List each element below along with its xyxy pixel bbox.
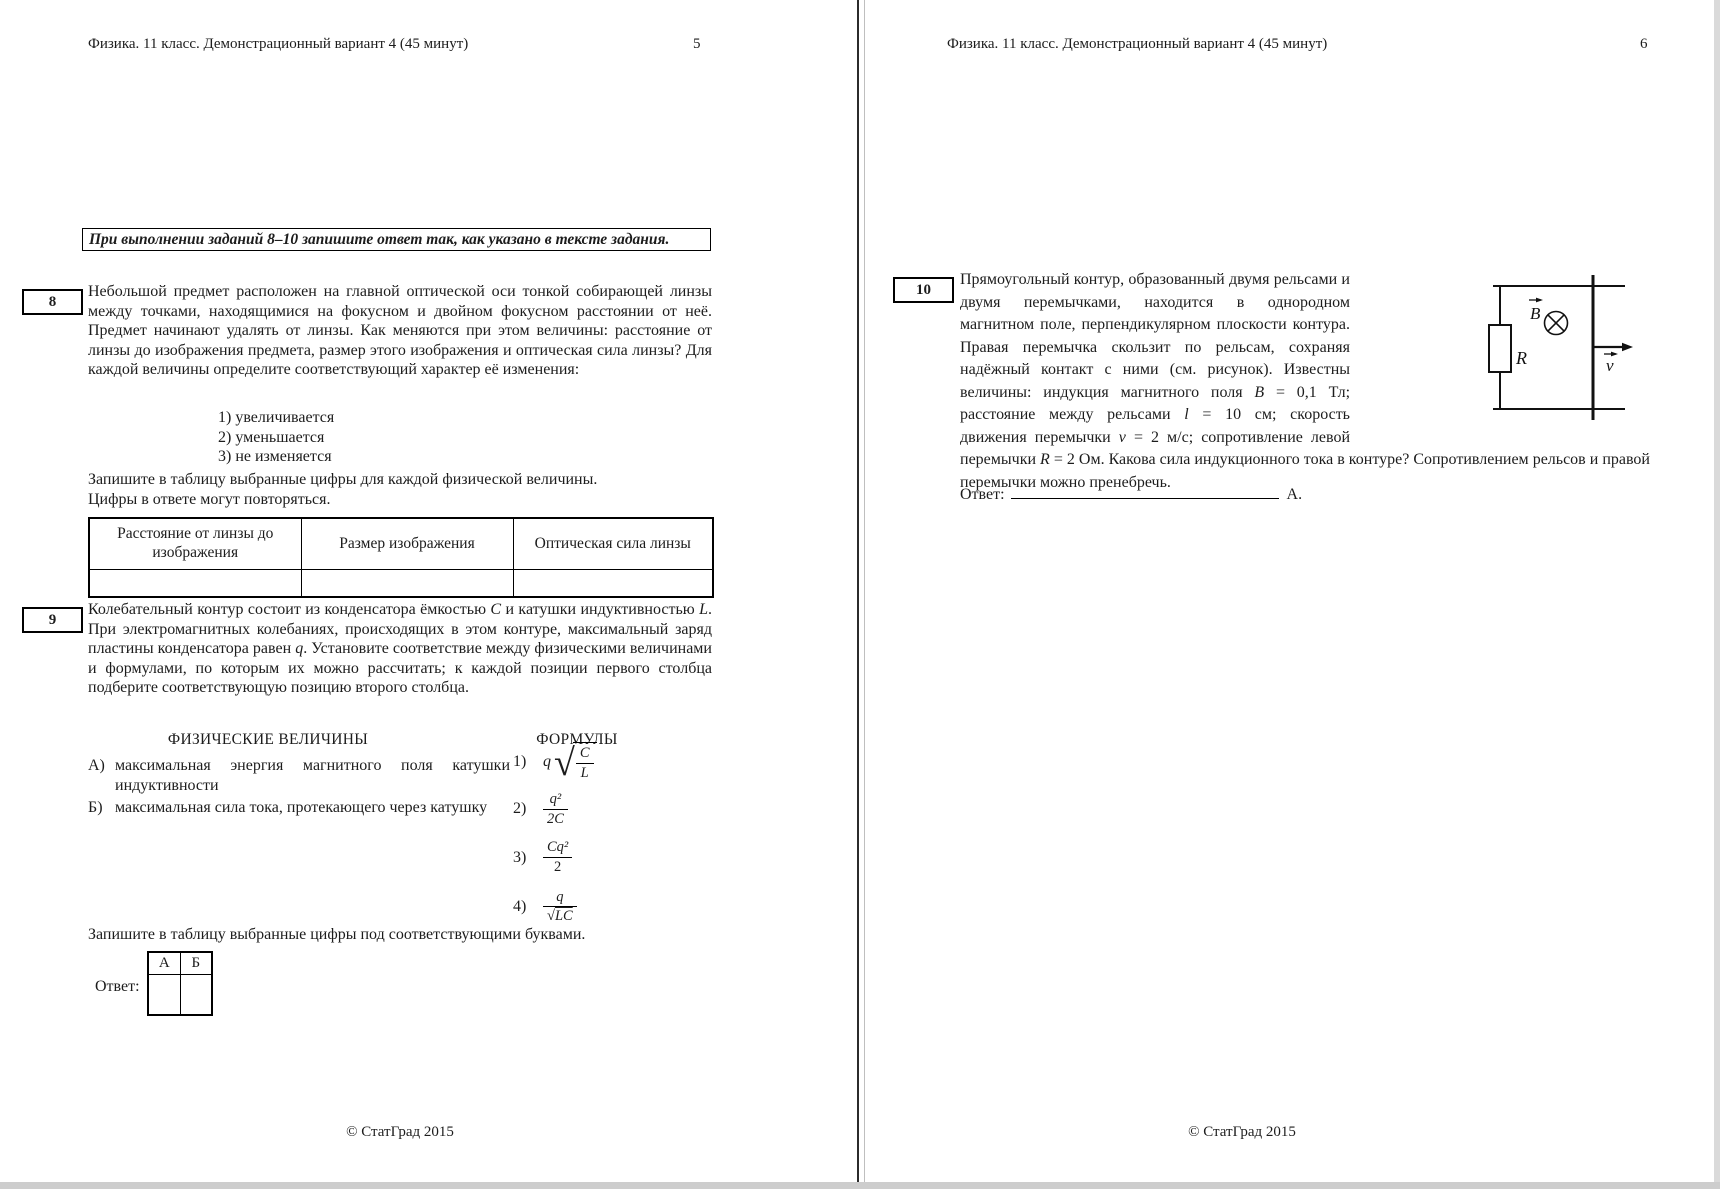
variable-induction: B [1254,383,1265,401]
radical [554,742,597,782]
math-value: = 2 [1049,451,1075,468]
fraction-denominator [543,907,577,925]
task8-table-header: Размер изображения [301,518,513,570]
task8-options [218,408,334,467]
task10-number: 10 [916,282,931,298]
task8-answer-cell [513,570,713,597]
circuit-figure [1475,269,1650,427]
task9-answer-label: Ответ: [95,978,140,995]
task8-option: 3) не изменяется [218,448,332,465]
task9-answer-table [147,951,213,1016]
task10-number-box [893,277,954,303]
formula-2 [513,791,597,827]
page-footer: © СтатГрад 2015 [346,1124,454,1140]
fraction-numerator: q [543,889,577,908]
task8-answer-table [88,517,714,598]
page-divider-line [857,0,859,1182]
quantity-item-a [88,756,510,795]
math-value: = 0,1 [1264,383,1317,401]
task8-number-box [22,289,83,315]
item-text: максимальная энергия магнитного поля катушки индуктивности [115,757,510,794]
task9-answer-cell [180,974,212,1015]
formula-3 [513,839,597,875]
task9-text [88,600,712,698]
task9-answer-col-header: Б [180,952,212,974]
math-value: = 2 [1125,428,1160,446]
task10-text [960,269,1650,494]
task10-text-segment: Тл; расстояние между рельсами [960,383,1351,423]
task10-figure-container [1350,269,1650,429]
task10-answer-unit: А. [1286,486,1303,503]
task8-text: Небольшой предмет расположен на главной оптической оси тонкой собирающей линзы между точками, находящимися на фокусном и двойном фокусном расстоянии от неё. Предмет начинают удалять от линзы. Как меняются при этом величины: расстояние от линзы до изображения предмета, размер этого изображения и оптическая сила линзы? Для каждой величины определите соответствующий характер её изменения: [88,283,712,378]
fraction [543,791,568,827]
variable-length: l [1184,406,1189,423]
section-instruction-text: При выполнении заданий 8–10 запишите ответ так, как указано в тексте задания. [89,231,670,248]
task9-answer-header-row [148,952,212,974]
fraction-denominator: L [580,764,589,781]
column-header-formulas: ФОРМУЛЫ [536,731,618,748]
task9-answer-row [148,974,212,1015]
task8-note-line2: Цифры в ответе могут повторяться. [88,490,331,508]
page-number: 6 [1640,36,1648,52]
resistor [1489,325,1511,372]
variable-capacitance: C [490,601,502,618]
task9-text-segment: и катушки индуктивностью [501,601,700,618]
field-label: B [1530,304,1541,323]
task9-text-segment: Колебательный контур состоит из конденсатора ёмкостью [88,601,491,618]
task9-text-segment: . Установите соответствие между физическими величинами и формулами, по которым их можно рассчитать; к каждой позиции первого столбца подберите соответствующую позицию второго столбца. [88,640,712,696]
task9-text-segment: . При электромагнитных колебаниях, происходящих в этом контуре, максимальный заряд пластины конденсатора равен [88,601,712,657]
field-vector-arrowhead [1536,298,1543,303]
task10-answer-label: Ответ: [960,486,1005,503]
velocity-vector-arrowhead [1611,352,1618,357]
radical-content: LC [554,908,573,925]
formula-label: 2) [513,800,527,818]
task8-table-header: Оптическая сила линзы [513,518,713,570]
task9-formulas-list [513,742,597,934]
formula-1 [513,742,597,782]
formula-4 [513,889,597,925]
page-5 [0,0,857,1182]
fraction [543,839,572,875]
task9-answer-col-header: А [148,952,180,974]
task9-number-box [22,607,83,633]
task8-option: 1) увеличивается [218,409,335,426]
task10-text-segment: Ом. Какова сила индукционного тока в контуре? Сопротивлением рельсов и правой перемычки можно пренебречь. [960,451,1650,491]
variable-inductance: L [699,601,708,618]
radical-sign: √ [554,742,575,784]
formula-label: 1) [513,753,527,770]
item-label: Б) [88,799,103,816]
page-footer: © СтатГрад 2015 [1188,1124,1296,1140]
task8-number: 8 [48,294,57,310]
page-divider-shadow [864,0,865,1182]
task8-note-line1: Запишите в таблицу выбранные цифры для каждой физической величины. [88,471,598,488]
item-label: А) [88,757,105,774]
item-text: максимальная сила тока, протекающего через катушку [115,799,488,816]
quantity-item-b [88,798,510,818]
radical-body [573,742,597,781]
task9-answer-cell [148,974,180,1015]
variable-velocity: v [1118,428,1126,446]
task10-answer-row [960,484,1302,504]
formula-label: 3) [513,848,527,866]
formula-label: 4) [513,897,527,915]
section-instruction-box [82,228,711,251]
variable-resistance: R [1040,451,1050,468]
scan-edge-bottom [0,1182,1720,1189]
fraction-denominator: 2 [554,859,562,876]
page-header-title: Физика. 11 класс. Демонстрационный вариант 4 (45 минут) [947,36,1328,52]
task8-table-header: Расстояние от линзы до изображения [89,518,301,570]
task8-note [88,470,712,509]
page-number: 5 [693,36,701,52]
fraction [543,889,577,925]
column-header-quantities: ФИЗИЧЕСКИЕ ВЕЛИЧИНЫ [167,731,369,748]
task8-answer-cell [301,570,513,597]
scan-edge-right [1714,0,1720,1182]
velocity-arrowhead [1622,343,1633,351]
task10-text-segment: Прямоугольный контур, образованный двумя рельсами и двумя перемычками, находится в однородном магнитном поле, перпендикулярном плоскости контура. Правая перемычка скользит по рельсам, сохраняя надёжный контакт с ними (см. рисунок). Известны величины: индукция магнитного поля [960,271,1350,401]
task8-answer-cell [89,570,301,597]
fraction-numerator: Cq² [543,839,572,858]
fraction [576,745,594,781]
task10-text-segment: см; скорость движения перемычки [960,406,1350,446]
task8-table-header-row [89,518,713,570]
fraction-numerator: C [576,745,594,764]
task10-text-segment: м/с; сопротивление левой перемычки [960,428,1351,468]
task8-table-answer-row [89,570,713,597]
variable-charge: q [295,640,304,657]
resistor-label: R [1516,348,1527,368]
task9-number: 9 [48,612,57,628]
fraction-numerator: q² [543,791,568,810]
page-6 [866,0,1714,1182]
formula-coefficient: q [543,753,551,770]
radical-sign: √ [547,908,555,925]
task9-quantities-list [88,756,510,821]
task8-option: 2) уменьшается [218,428,325,446]
math-value: = 10 [1188,406,1242,423]
task9-note: Запишите в таблицу выбранные цифры под соответствующими буквами. [88,926,586,943]
fraction-denominator: 2C [547,810,564,827]
velocity-label: v [1606,356,1614,375]
page-header-title: Физика. 11 класс. Демонстрационный вариант 4 (45 минут) [88,36,469,52]
answer-blank-line [1011,484,1279,499]
